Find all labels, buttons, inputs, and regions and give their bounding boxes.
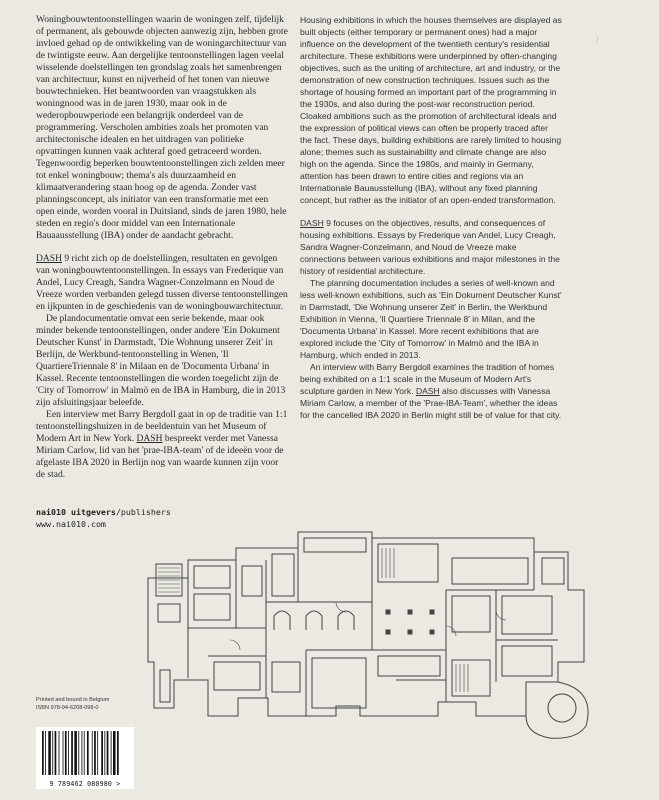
dutch-paragraph-dash xyxy=(36,253,288,313)
barcode-bars-icon xyxy=(36,727,134,779)
isbn: ISBN 978-94-6208-098-0 xyxy=(36,704,99,711)
dash-link[interactable]: DASH xyxy=(300,218,324,228)
dutch-interview-text-b: bespreekt verder met Vanessa Miriam Carlow, lid van het 'prae-IBA-team' of de ideeën voor de afgelaste IBA 2020 in Berlijn nog van waarde kunnen zijn voor de stad. xyxy=(36,433,284,480)
dutch-paragraph-intro: Woningbouwtentoonstellingen waarin de woningen zelf, tijdelijk of permanent, als gebouwde objecten aanwezig zijn, hebben grote invloed gehad op de ontwikkeling van de woningarchitectuur van de twintigste eeuw. Aan dergelijke tentoonstellingen lagen veelal wisselende doelstellingen ten grondslag zoals het samenbrengen van architectuur, kunst en nijverheid of het tonen van nieuwe bouwtechnieken. Het beantwoorden van vraagstukken als woningnood was in de jaren 1930, maar ook in de wederopbouwperiode een belangrijk onderdeel van de programmering. Verscholen ambities zoals het promoten van architectonische idealen en het uitdragen van politieke opvattingen kunnen vaak achteraf goed getraceerd worden. Tegenwoordig beperken bouwtentoonstellingen zich zelden meer tot enkel woningbouw; thema's als duurzaamheid en klimaatverandering staan hoog op de agenda. Zonder vast planningsconcept, als initiator van een transformatie met een open einde, worden vooral in Duitsland, sinds de jaren 1980, hele steden en regio's door middel van een Internationale Bauaausstellung (IBA) onder de aandacht gebracht. xyxy=(36,14,288,241)
english-interview-text-b: also discusses with Vanessa Miriam Carlow, a member of the 'Prae-IBA-Team', whether the ideas for the cancelled IBA 2020 in Berlin might still be of value for that city. xyxy=(300,386,562,420)
english-paragraph-documentation: The planning documentation includes a series of well-known and less well-known exhibitions, such as 'Ein Dokument Deutscher Kunst' in Darmstadt, 'Die Wohnung unserer Zeit' in Berlin, the Werkbund Exhibition in Vienna, 'Il Quartiere Triennale 8' in Milan, and the 'Documenta Urbana' in Kassel. More recent exhibitions that are explored include the 'City of Tomorrow' in Malmö and the IBA in Hamburg, which ended in 2013. xyxy=(300,278,562,360)
english-paragraph-dash-text: 9 focuses on the objectives, results, and consequences of housing exhibitions. Essays by Frederique van Andel, Lucy Creagh, Sandra Wagner-Conzelmann, and Noud de Vreeze make connections between various exhibitions and major milestones in the history of residential architecture. xyxy=(300,218,560,276)
english-paragraph-intro: Housing exhibitions in which the houses themselves are displayed as built objects (either temporary or permanent ones) had a major influence on the development of the twentieth century's residential architecture. These exhibitions were underpinned by often-changing objectives, such as the uniting of architecture, art and industry, or the demonstration of new construction techniques. Issues such as the shortage of housing formed an important part of the programming in the 1930s, and also during the post-war reconstruction period. Cloaked ambitions such as the promotion of architectural ideals and the expression of political views can often be properly traced after the fact. These days, building exhibitions are rarely limited to housing alone; themes such as sustainability and climate change are also high on the agenda. Since the 1980s, and mainly in Germany, attention has been drawn to entire cities and regions via an Internationale Bauausstellung (IBA), without any fixed planning concept, but rather as the initiator of an open-ended transformation. xyxy=(300,15,562,205)
dutch-paragraph-interview xyxy=(36,409,288,481)
dutch-paragraph-dash-text: 9 richt zich op de doelstellingen, resultaten en gevolgen van woningbouwtentoonstellingen. In essays van Frederique van Andel, Lucy Creagh, Sandra Wagner-Conzelmann en Noud de Vreeze worden verbanden gelegd tussen diverse tentoonstellingen en ijkpunten in de geschiedenis van de woningbouwarchitectuur. xyxy=(36,253,288,312)
floor-plan-drawing xyxy=(146,530,600,742)
printed-in: Printed and bound in Belgium xyxy=(36,697,110,703)
barcode xyxy=(36,727,134,789)
dutch-interview-text-a: Een interview met Barry Bergdoll gaat in op de traditie van 1:1 tentoonstellingshuizen in de beeldentuin van het Museum of Modern Art in New York. xyxy=(36,409,288,444)
imprint-block xyxy=(36,697,109,712)
publisher-name: nai010 uitgevers/publishers xyxy=(36,507,171,517)
english-interview-text-a: An interview with Barry Bergdoll examines the tradition of homes being exhibited on a 1:1 scale in the Museum of Modern Art's sculpture garden in New York. xyxy=(300,362,555,396)
dutch-text-column xyxy=(36,14,288,481)
english-paragraph-interview xyxy=(300,361,562,421)
dutch-paragraph-documentation: De plandocumentatie omvat een serie bekende, maar ook minder bekende tentoonstellingen, onder andere 'Ein Dokument Deutscher Kunst' in Darmstadt, 'Die Wohnung unserer Zeit' in Berlijn, de Werkbund-tentoonstelling in Wenen, 'Il QuartiereTriennale 8' in Milaan en de 'Documenta Urbana' in Kassel. Recente tentoonstellingen die worden toegelicht zijn de 'City of Tomorrow' in Malmö en de IBA in Hamburg, die in 2013 zijn afsluitingsjaar beleefde. xyxy=(36,313,286,408)
english-paragraph-dash xyxy=(300,217,562,277)
paper-speck: / xyxy=(596,36,599,45)
publisher-url[interactable]: www.nai010.com xyxy=(36,519,106,529)
dash-link[interactable]: DASH xyxy=(136,433,163,444)
publisher-block xyxy=(36,506,171,530)
dash-link[interactable]: DASH xyxy=(36,253,62,264)
dash-link[interactable]: DASH xyxy=(415,386,440,396)
barcode-number: 9 789462 080980 > xyxy=(49,780,121,788)
english-text-column xyxy=(300,14,562,421)
